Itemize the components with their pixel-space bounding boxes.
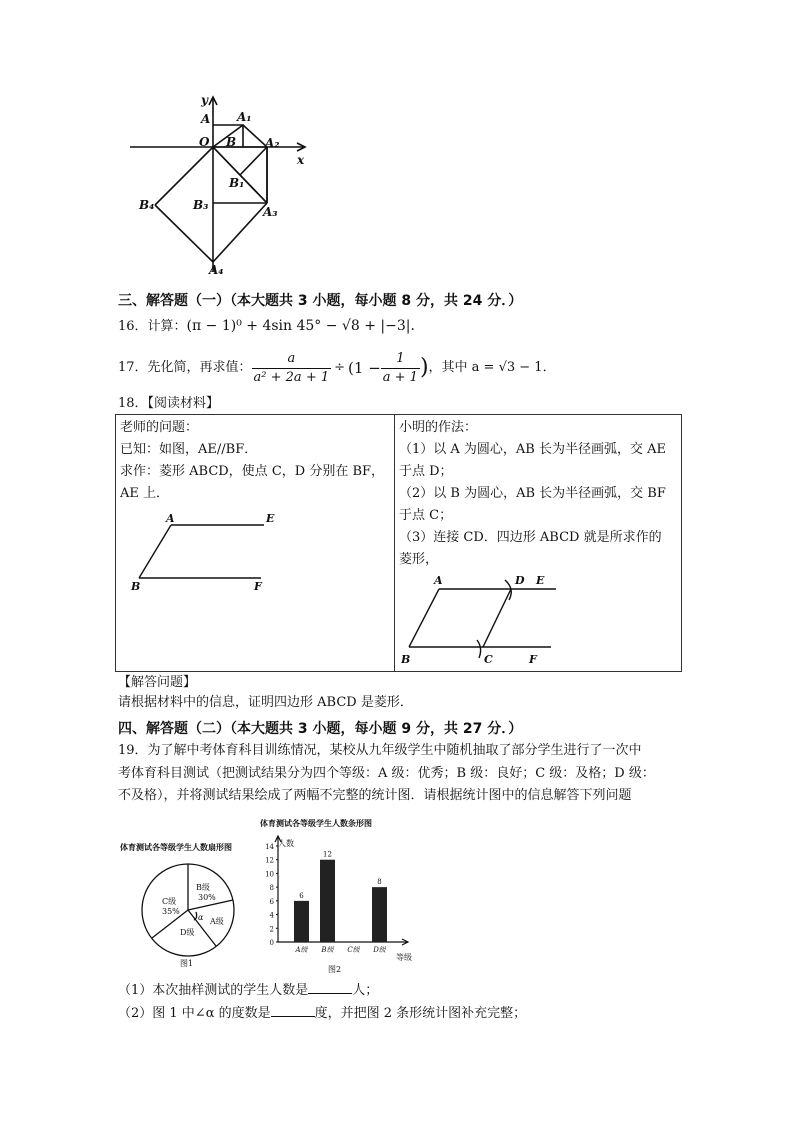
bar bbox=[372, 887, 387, 942]
fig-left-A: A bbox=[166, 512, 175, 525]
y-tick-label: 14 bbox=[265, 843, 274, 851]
fig-right-D: D bbox=[515, 574, 525, 587]
right-line-0: 小明的作法： bbox=[399, 420, 478, 435]
bar-value-label: 6 bbox=[299, 891, 304, 900]
q16 bbox=[118, 317, 424, 336]
section4-title: 四、解答题（二）（本大题共 3 小题，每小题 9 分，共 27 分．） bbox=[118, 721, 523, 737]
fig-right-B: B bbox=[401, 653, 411, 666]
slice-label-b: B级 bbox=[196, 883, 210, 892]
slice-label-d: D级 bbox=[180, 928, 195, 937]
q18-label: 18．【阅读材料】 bbox=[118, 396, 220, 411]
left-line-1: 已知：如图，AE//BF． bbox=[120, 442, 258, 457]
label-A3: A₃ bbox=[263, 205, 278, 219]
label-A2: A₂ bbox=[265, 136, 280, 150]
q19-sub1 bbox=[118, 981, 378, 1000]
q17-close: ) bbox=[419, 355, 429, 380]
slice-pct-b: 30% bbox=[198, 893, 216, 902]
y-tick-label: 6 bbox=[269, 897, 274, 906]
fig-left-E: E bbox=[266, 512, 275, 525]
coordinate-figure bbox=[125, 92, 325, 282]
q19-line-1: 考体育科目测试（把测试结果分为四个等级：A 级：优秀；B 级：良好；C 级：及格；D 级： bbox=[118, 766, 655, 781]
fig-right-F: F bbox=[529, 653, 537, 666]
fig-right-A: A bbox=[434, 574, 443, 587]
label-A: A bbox=[201, 112, 211, 126]
answer-label: 【解答问题】 bbox=[118, 675, 197, 690]
slice-pct-c: 35% bbox=[162, 907, 180, 916]
bar-xlabel: 等级 bbox=[396, 953, 412, 962]
q19-sub2 bbox=[118, 1004, 526, 1023]
label-B1: B₁ bbox=[229, 176, 245, 190]
label-x: x bbox=[297, 153, 305, 167]
bar-value-label: 8 bbox=[377, 878, 382, 887]
left-line-0: 老师的问题： bbox=[120, 420, 199, 435]
parallel-lines-figure bbox=[126, 510, 286, 595]
right-line-5: （3）连接 CD．四边形 ABCD 就是所求作的 bbox=[399, 530, 662, 545]
y-tick-label: 12 bbox=[265, 856, 274, 865]
sub2-text-b: 度，并把图 2 条形统计图补充完整； bbox=[314, 1006, 527, 1021]
fig-left-B: B bbox=[131, 580, 141, 593]
x-tick-label: B级 bbox=[321, 946, 334, 954]
bar bbox=[320, 860, 335, 942]
material-table bbox=[115, 414, 682, 672]
y-tick-label: 0 bbox=[269, 939, 274, 947]
label-A4: A₄ bbox=[209, 263, 224, 277]
q17-num2: 1 bbox=[381, 350, 420, 369]
q16-expression: (π − 1)⁰ + 4sin 45° − √8 + |−3|． bbox=[186, 318, 425, 334]
left-line-2: 求作：菱形 ABCD，使点 C，D 分别在 BF， bbox=[120, 464, 385, 479]
q17-den1: a² + 2a + 1 bbox=[253, 369, 330, 385]
x-tick-label: A级 bbox=[295, 946, 308, 954]
slice-label-a: A级 bbox=[210, 917, 224, 926]
right-line-4: 于点 C； bbox=[399, 508, 453, 523]
q17-prefix: 17．先化简，再求值： bbox=[118, 360, 252, 375]
x-tick-label: D级 bbox=[373, 946, 386, 954]
q17-suffix: ，其中 a = √3 − 1． bbox=[428, 360, 556, 375]
bar-ylabel: 人数 bbox=[278, 839, 294, 848]
y-tick-label: 10 bbox=[265, 870, 274, 879]
q16-prefix: 16．计算： bbox=[118, 319, 187, 334]
alpha-label: α bbox=[198, 913, 204, 922]
x-tick-label: C级 bbox=[347, 946, 360, 954]
q17-open: (1 − bbox=[348, 359, 381, 377]
q17-num1: a bbox=[252, 350, 332, 369]
label-O: O bbox=[199, 135, 210, 149]
bar-title: 体育测试各等级学生人数条形图 bbox=[260, 818, 372, 828]
label-B3: B₃ bbox=[193, 198, 209, 212]
fig-left-F: F bbox=[254, 580, 262, 593]
material-right-cell bbox=[395, 415, 682, 672]
fig-right-E: E bbox=[536, 574, 545, 587]
fig-right-C: C bbox=[484, 653, 493, 666]
q17-divide: ÷ bbox=[334, 360, 346, 375]
section3-title: 三、解答题（一）（本大题共 3 小题，每小题 8 分，共 24 分．） bbox=[118, 293, 523, 309]
q17-den2: a + 1 bbox=[382, 369, 418, 385]
bar-chart bbox=[258, 814, 428, 978]
y-tick-label: 2 bbox=[269, 925, 274, 934]
pie-title: 体育测试各等级学生人数扇形图 bbox=[120, 842, 232, 852]
sub1-blank[interactable] bbox=[308, 981, 352, 994]
teacher-question bbox=[120, 417, 384, 505]
left-line-3: AE 上． bbox=[120, 486, 170, 501]
q17 bbox=[118, 348, 556, 388]
pie-chart bbox=[118, 838, 258, 970]
label-B: B bbox=[226, 135, 237, 149]
bar bbox=[294, 901, 309, 942]
q17-fraction-2 bbox=[381, 350, 420, 387]
label-B4: B₄ bbox=[139, 198, 155, 212]
material-left-cell bbox=[116, 415, 395, 672]
answer-text: 请根据材料中的信息，证明四边形 ABCD 是菱形． bbox=[118, 695, 413, 710]
slice-label-c: C级 bbox=[162, 897, 177, 906]
y-tick-label: 8 bbox=[269, 884, 274, 893]
right-line-6: 菱形， bbox=[399, 552, 439, 567]
pie-caption: 图1 bbox=[180, 959, 194, 968]
q19-line-0: 19．为了解中考体育科目训练情况，某校从九年级学生中随机抽取了部分学生进行了一次中 bbox=[118, 743, 642, 758]
sub1-text-a: （1）本次抽样测试的学生人数是 bbox=[118, 983, 309, 998]
sub1-text-b: 人； bbox=[352, 983, 379, 998]
label-y: y bbox=[201, 93, 208, 107]
bar-value-label: 12 bbox=[323, 850, 332, 859]
bar-caption: 图2 bbox=[328, 965, 342, 974]
right-line-1: （1）以 A 为圆心，AB 长为半径画弧，交 AE bbox=[399, 442, 667, 457]
q19-line-2: 不及格），并将测试结果绘成了两幅不完整的统计图．请根据统计图中的信息解答下列问题 bbox=[118, 788, 632, 803]
right-line-2: 于点 D； bbox=[399, 464, 453, 479]
y-tick-label: 4 bbox=[269, 911, 274, 920]
xiaoming-method bbox=[399, 417, 666, 571]
q17-fraction-1 bbox=[252, 350, 332, 387]
rhombus-figure bbox=[401, 570, 571, 670]
bar-layer bbox=[265, 836, 408, 954]
label-A1: A₁ bbox=[237, 110, 252, 124]
sub2-blank[interactable] bbox=[271, 1004, 315, 1017]
sub2-text-a: （2）图 1 中∠α 的度数是 bbox=[118, 1006, 271, 1021]
right-line-3: （2）以 B 为圆心，AB 长为半径画弧，交 BF bbox=[399, 486, 666, 501]
